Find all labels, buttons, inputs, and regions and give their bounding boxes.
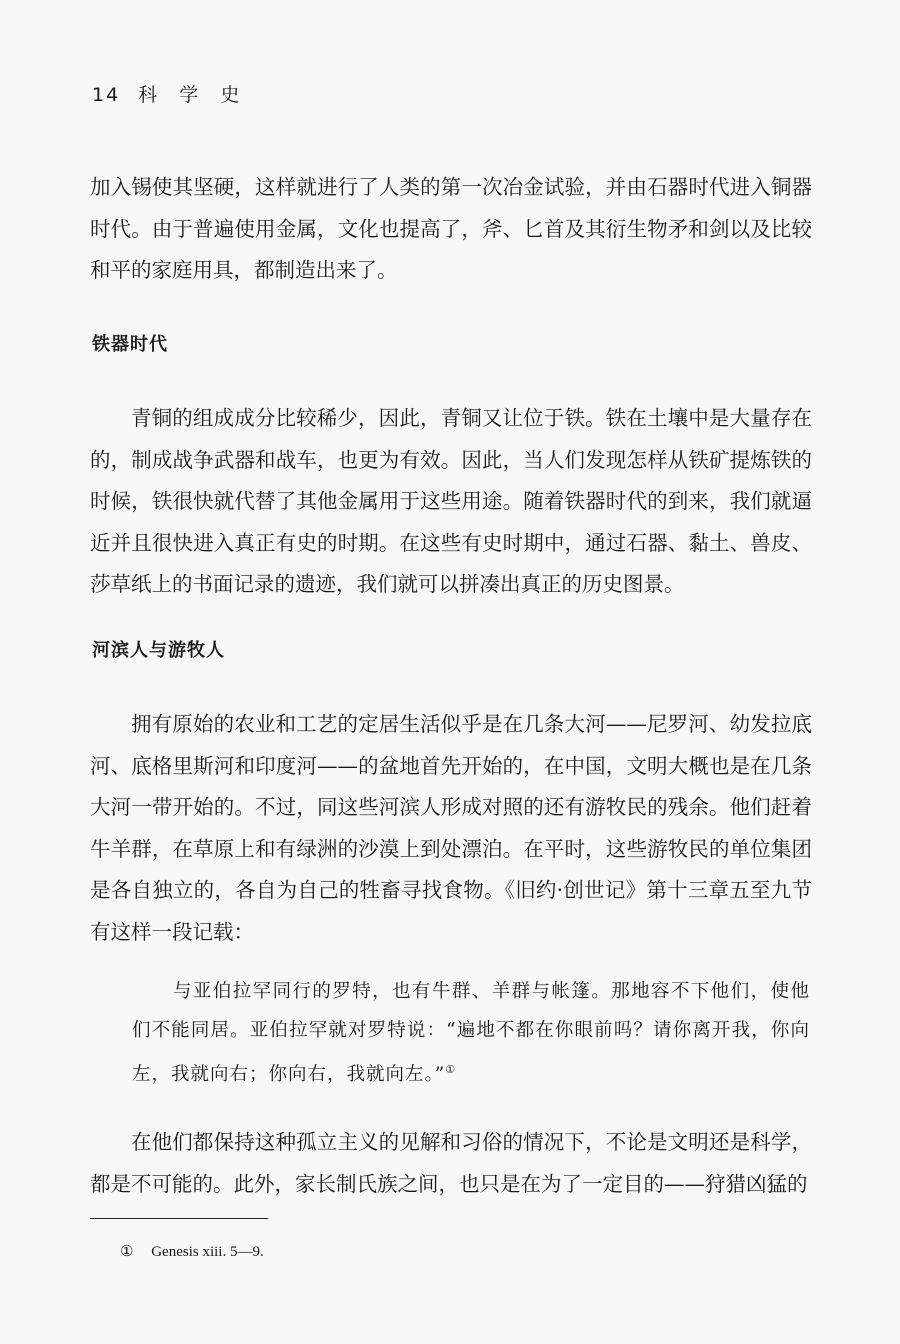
paragraph-4: 在他们都保持这种孤立主义的见解和习俗的情况下，不论是文明还是科学，都是不可能的。此外，家长制氏族之间，也只是在为了一定目的——狩猎凶猛的 bbox=[90, 1130, 812, 1196]
footnote bbox=[120, 1242, 264, 1261]
section-heading-river-nomads: 河滨人与游牧人 bbox=[92, 640, 225, 661]
paragraph-2-block bbox=[90, 398, 812, 606]
paragraph-1: 加入锡使其坚硬，这样就进行了人类的第一次冶金试验，并由石器时代进入铜器时代。由于普遍使用金属，文化也提高了，斧、匕首及其衍生物矛和剑以及比较和平的家庭用具，都制造出来了。 bbox=[90, 175, 812, 282]
paragraph-1-block bbox=[90, 167, 812, 292]
footnote-reference: ① bbox=[445, 1063, 457, 1076]
paragraph-2: 青铜的组成成分比较稀少，因此，青铜又让位于铁。铁在土壤中是大量存在的，制成战争武器和战车，也更为有效。因此，当人们发现怎样从铁矿提炼铁的时候，铁很快就代替了其他金属用于这些用途。随着铁器时代的到来，我们就逼近并且很快进入真正有史的时期。在这些有史时期中，通过石器、黏土、兽皮、莎草纸上的书面记录的遗迹，我们就可以拼凑出真正的历史图景。 bbox=[90, 406, 812, 596]
footnote-text: Genesis xiii. 5—9. bbox=[151, 1244, 264, 1260]
book-title: 科 学 史 bbox=[138, 84, 248, 106]
quote-text: 与亚伯拉罕同行的罗特，也有牛群、羊群与帐篷。那地容不下他们，使他们不能同居。亚伯拉罕就对罗特说：“遍地不都在你眼前吗？请你离开我，你向左，我就向右；你向右，我就向左。” bbox=[132, 981, 810, 1086]
page-number: 14 bbox=[92, 84, 121, 106]
paragraph-4-block bbox=[90, 1122, 812, 1205]
section-heading-iron-age: 铁器时代 bbox=[92, 334, 168, 355]
footnote-divider bbox=[90, 1218, 268, 1219]
block-quote bbox=[132, 972, 810, 1094]
paragraph-3: 拥有原始的农业和工艺的定居生活似乎是在几条大河——尼罗河、幼发拉底河、底格里斯河和印度河——的盆地首先开始的，在中国，文明大概也是在几条大河一带开始的。不过，同这些河滨人形成对照的还有游牧民的残余。他们赶着牛羊群，在草原上和有绿洲的沙漠上到处漂泊。在平时，这些游牧民的单位集团是各自独立的，各自为自己的牲畜寻找食物。《旧约·创世记》第十三章五至九节有这样一段记载： bbox=[90, 712, 812, 944]
running-head bbox=[92, 80, 247, 107]
footnote-mark: ① bbox=[120, 1244, 134, 1260]
paragraph-3-block bbox=[90, 704, 812, 953]
